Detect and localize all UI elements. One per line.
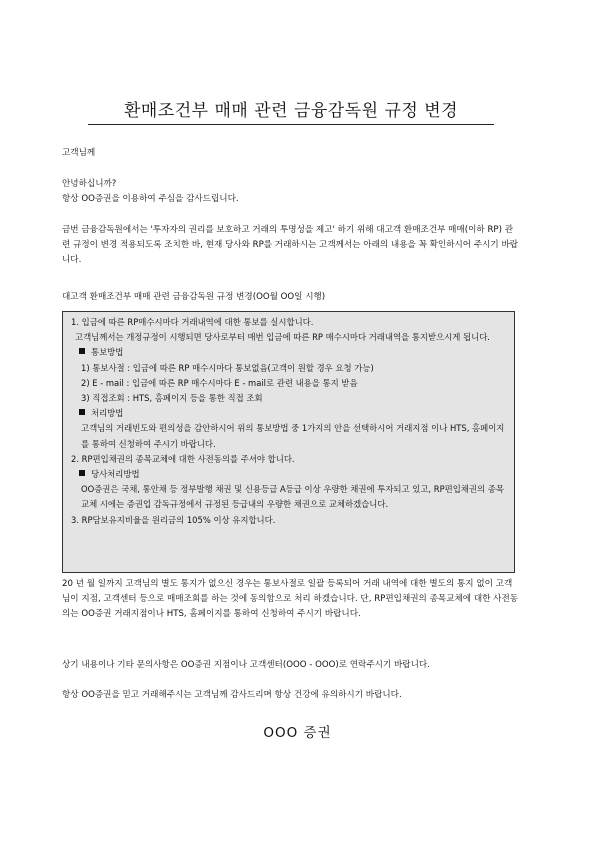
notice-option-1: 1) 통보사절 : 입금에 따른 RP 매수시마다 통보없음(고객이 원할 경우 요청 가능) [81, 362, 374, 373]
item-2: 2. RP편입채권의 종목교체에 대한 사전동의를 주셔야 합니다. [71, 453, 295, 464]
notice-option-3: 3) 직접조회 : HTS, 홈페이지 등을 통한 직접 조회 [81, 393, 263, 404]
square-bullet-icon [79, 409, 85, 415]
signature: OOO 증권 [263, 725, 332, 741]
item-1: 1. 입금에 따른 RP매수시마다 거래내역에 대한 통보를 실시합니다. [71, 317, 314, 327]
item-1-description: 고객님께서는 개정규정이 시행되면 당사로부터 매번 입금에 따른 RP 매수시마다 거래내역을 통지받으시게 됩니다. [75, 332, 490, 343]
square-bullet-icon [79, 348, 85, 354]
company-process-description: OO증권은 국채, 통안채 등 정부발행 채권 및 신용등급 A등급 이상 우량한 채권에 투자되고 있고, RP편입채권의 종목교체 시에는 증권업 감독규정에서 규정된 등급내의 우량한 채권으로 교체하겠습니다. [81, 484, 504, 510]
title-underline [88, 124, 494, 125]
greeting: 안녕하십니까? [62, 179, 117, 189]
salutation: 고객님께 [62, 148, 96, 158]
item-3: 3. RP담보유지비율을 원리금의 105% 이상 유지합니다. [71, 514, 276, 525]
closing-line: 항상 OO증권을 믿고 거래해주시는 고객님께 감사드리며 항상 건강에 유의하시기 바랍니다. [62, 690, 402, 700]
process-title: 처리방법 [91, 408, 124, 419]
notice-method-title: 통보방법 [91, 347, 124, 358]
process-description: 고객님의 거래빈도와 편의성을 감안하시어 위의 통보방법 중 1가지의 안을 선택하시어 거래지점 이나 HTS, 홈페이지를 통하여 신청하여 주시기 바랍니다. [81, 423, 505, 449]
contact-paragraph: 상기 내용이나 기타 문의사항은 OO증권 지점이나 고객센터(OOO - OOO)로 연락주시기 바랍니다. [62, 660, 430, 670]
square-bullet-icon [79, 470, 85, 476]
box-heading: 대고객 환매조건부 매매 관련 금융감독원 규정 변경(OO월 OO일 시행) [62, 292, 326, 302]
consent-paragraph: 20 년 월 일까지 고객님의 별도 통지가 없으신 경우는 통보사절로 일괄 등록되어 거래 내역에 대한 별도의 통지 없이 고객님이 지점, 고객센터 등으로 매매조회를 하는 것에 동의함으로 처리 하겠습니다. 단, RP편입채권의 종목교체에 대한 사전동의는 OO증권 거래지점이나 HTS, 홈페이지를 통하여 신청하여 주시기 바랍니다. [62, 579, 519, 619]
regulation-box [62, 311, 515, 573]
document-title: 환매조건부 매매 관련 금융감독원 규정 변경 [123, 101, 459, 121]
thanks-line: 항상 OO증권을 이용하여 주심을 감사드립니다. [62, 194, 239, 204]
intro-paragraph: 금번 금융감독원에서는 '투자자의 권리를 보호하고 거래의 투명성을 제고' 하기 위해 대고객 환매조건부 매매(이하 RP) 관련 규정이 변경 적용되도록 조치한 바, 현재 당사와 RP를 거래하시는 고객께서는 아래의 내용을 꼭 확인하시어 주시기 바랍니다. [62, 225, 519, 265]
notice-option-2: 2) E - mail : 입금에 따른 RP 매수시마다 E - mail로 관련 내용을 통지 받음 [81, 377, 358, 388]
company-process-title: 당사처리방법 [91, 469, 140, 480]
